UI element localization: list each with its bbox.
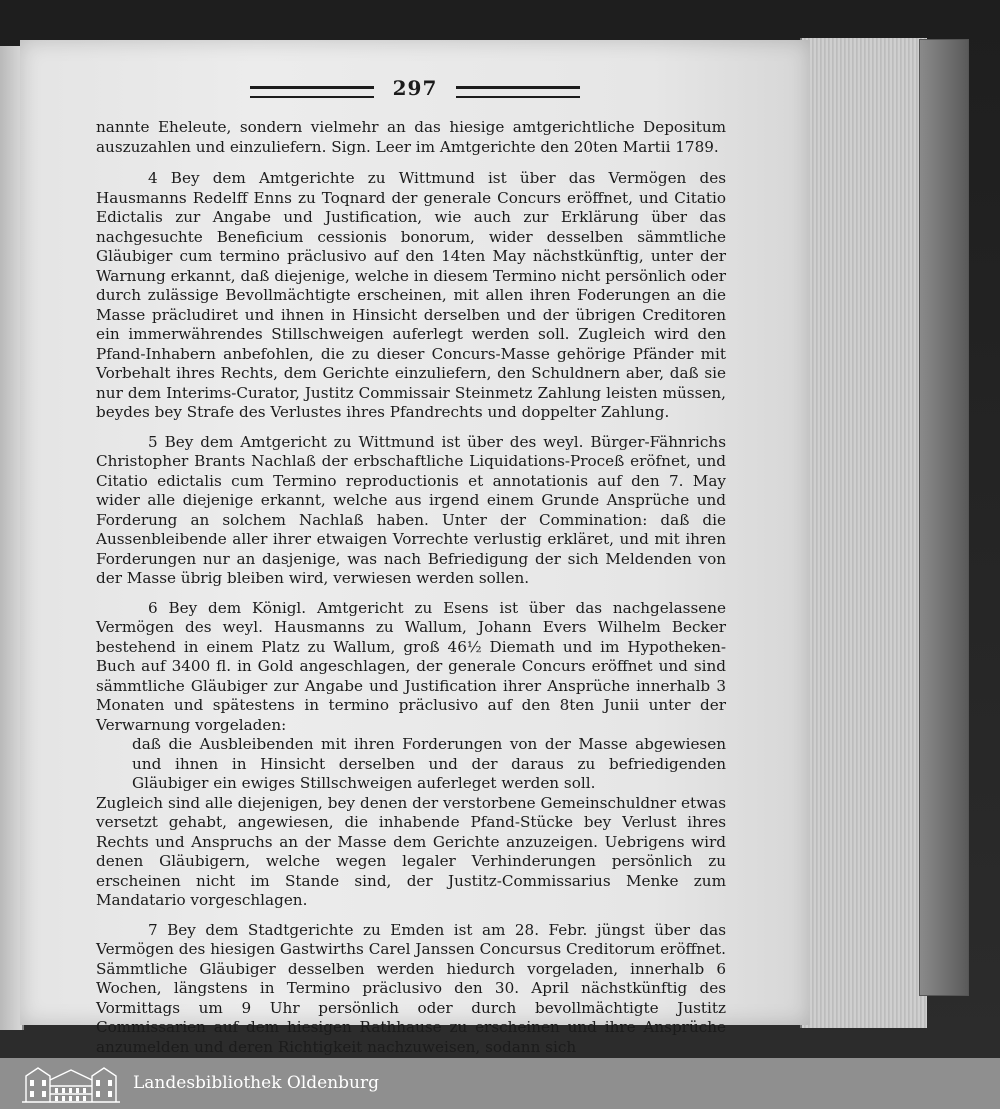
paragraph-6: 6 Bey dem Königl. Amtgericht zu Esens ist über das nachgelassene Vermögen des weyl. Hausmanns zu Wallum, Johann Evers Wilhelm Becker bestehend in einem Platz zu Wallum, groß 46½ Diemath und im Hypotheken-Buch auf 3400 fl. in Gold angeschlagen, der generale Concurs eröffnet und sind sämmtliche Gläubiger zur Angabe und Justification ihrer Ansprüche innerhalb 3 Monaten und spätestens in termino präclusivo auf den 8ten Junii unter der Verwarnung vorgeladen: xyxy=(96,598,726,734)
page-header xyxy=(250,76,580,104)
footer-bar xyxy=(0,1058,1000,1109)
paragraph-6-continuation: Zugleich sind alle diejenigen, bey denen der verstorbene Gemeinschuldner etwas versetzt gehabt, angewiesen, die inhabende Pfand-Stücke bey Verlust ihres Rechts und Anspruchs an der Masse dem Gerichte anzuzeigen. Uebrigens wird denen Gläubigern, welche wegen legaler Verhinderungen persönlich zu erscheinen nicht im Stande sind, der Justitz-Commissarius Menke zum Mandatario vorgeschlagen. xyxy=(96,793,726,909)
paragraph-6-condition: daß die Ausbleibenden mit ihren Forderungen von der Masse abgewiesen und ihnen in Hinsicht derselben und der daraus zu befriedigenden Gläubiger ein ewiges Stillschweigen auferleget werden soll. xyxy=(132,735,726,792)
page-block-edges xyxy=(800,38,927,1028)
paragraph-7: 7 Bey dem Stadtgerichte zu Emden ist am 28. Febr. jüngst über das Vermögen des hiesigen Gastwirths Carel Janssen Concursus Creditorum eröffnet. Sämmtliche Gläubiger desselben werden hiedurch vorgeladen, innerhalb 6 Wochen, längstens in Termino präclusivo den 30. April nächstkünftig des Vormittags um 9 Uhr persönlich oder durch bevollmächtigte Justitz Commissarien auf dem hiesigen Rathhause zu erscheinen und ihre Ansprüche anzumelden und deren Richtigkeit nachzuweisen, sodann sich xyxy=(96,920,726,1056)
paragraph-4: 4 Bey dem Amtgerichte zu Wittmund ist über das Vermögen des Hausmanns Redelff Enns zu Toqnard der generale Concurs eröffnet, und Citatio Edictalis zur Angabe und Justification, wie auch zur Erklärung über das nachgesuchte Beneficium cessionis bonorum, wider desselben sämmtliche Gläubiger cum termino präclusivo auf den 14ten May nächstkünftig, unter der Warnung erkannt, daß diejenige, welche in diesem Termino nicht persönlich oder durch zulässige Bevollmächtigte erscheinen, mit allen ihren Foderungen an die Masse präcludiret und ihnen in Hinsicht derselben und der übrigen Creditoren ein immerwährendes Stillschweigen auferlegt werden soll. Zugleich wird den Pfand-Inhabern anbefohlen, die zu dieser Concurs-Masse gehörige Pfänder mit Vorbehalt ihres Rechts, dem Gerichte einzuliefern, den Schuldnern aber, daß sie nur dem Interims-Curator, Justitz Commissair Steinmetz Zahlung leisten müssen, beydes bey Strafe des Verlustes ihres Pfandrechts und doppelter Zahlung. xyxy=(96,169,726,421)
page-body xyxy=(96,118,726,1097)
library-name: Landesbibliothek Oldenburg xyxy=(133,1073,380,1093)
page-number: 297 xyxy=(392,76,438,100)
paragraph-5: 5 Bey dem Amtgericht zu Wittmund ist über des weyl. Bürger-Fähnrichs Christopher Brants Nachlaß der erbschaftliche Liquidations-Proceß eröfnet, und Citatio edictalis cum Termino reproductionis et annotationis auf den 7. May wider alle diejenige erkannt, welche aus irgend einem Grunde Ansprüche und Forderung an solchem Nachlaß haben. Unter der Commination: daß die Aussenbleibende aller ihrer etwaigen Vorrechte verlustig erkläret, und mit ihren Forderungen nur an dasjenige, was nach Befriedigung der sich Meldenden von der Masse übrig bleiben wird, verwiesen werden sollen. xyxy=(96,432,726,587)
library-building-logo xyxy=(20,1062,122,1105)
book-cover-edge xyxy=(920,40,968,995)
paragraph-intro: nannte Eheleute, sondern vielmehr an das hiesige amtgerichtliche Depositum auszuzahlen und einzuliefern. Sign. Leer im Amtgerichte den 20ten Martii 1789. xyxy=(96,118,726,156)
header-rule-right xyxy=(456,86,580,98)
